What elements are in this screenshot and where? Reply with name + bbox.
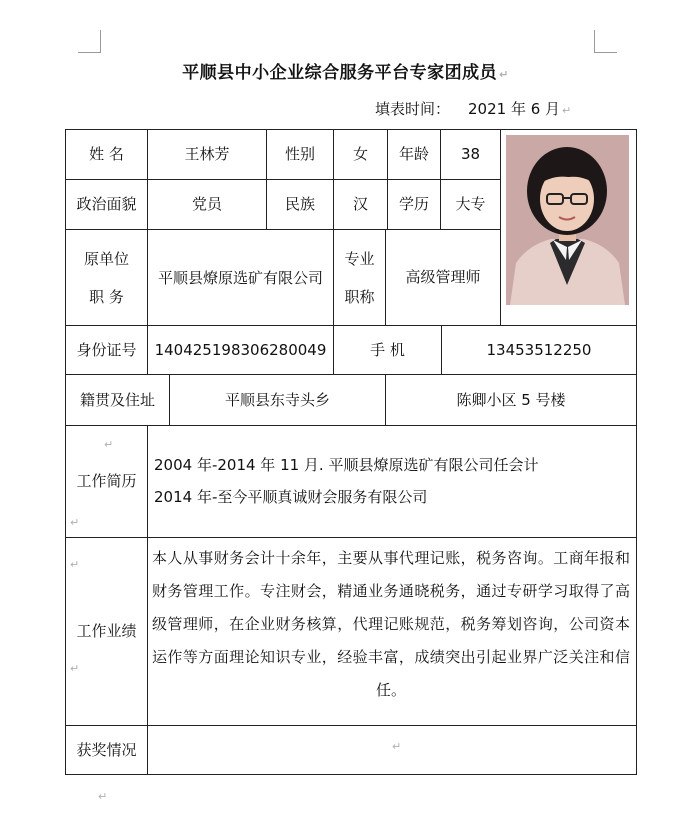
age-label: 年龄 — [398, 145, 429, 164]
unit-label-line1: 原单位 — [83, 249, 129, 268]
unit-label — [66, 230, 147, 325]
name-label: 姓 名 — [89, 145, 124, 164]
phone-label: 手 机 — [370, 340, 405, 359]
fill-date-label: 填表时间： — [375, 100, 451, 118]
education-value: 大专 — [455, 195, 486, 214]
resume-content — [154, 449, 624, 513]
political-label: 政治面貌 — [76, 195, 137, 214]
ethnicity-label: 民族 — [284, 195, 315, 214]
ethnicity-value: 汉 — [352, 195, 368, 214]
gender-value: 女 — [352, 145, 368, 164]
specialty-label-line1: 专业 — [344, 249, 375, 268]
document-title: 平顺县中小企业综合服务平台专家团成员 ↵ — [182, 63, 509, 83]
name-value: 王林芳 — [184, 145, 230, 164]
achievement-content: 本人从事财务会计十余年，主要从事代理记账，税务咨询。工商年报和财务管理工作。专注财会，精通业务通晓税务，通过专研学习取得了高级管理师，在企业财务核算，代理记账规范，税务筹划咨询，公司资本运作等方面理论知识专业，经验丰富，成绩突出引起业界广泛关注和信任。 — [152, 549, 630, 699]
phone-value: 13453512250 — [486, 340, 592, 359]
fill-date-value: 2021 年 6 月 — [468, 100, 561, 118]
specialty-value: 高级管理师 — [405, 268, 481, 287]
age-value: 38 — [460, 145, 481, 164]
fill-date: 填表时间： 2021 年 6 月 ↵ — [375, 100, 572, 118]
specialty-label — [334, 230, 385, 325]
portrait-photo — [506, 135, 629, 305]
address-value-2: 陈卿小区 5 号楼 — [456, 390, 566, 409]
specialty-label-line2: 职称 — [344, 287, 375, 306]
gender-label: 性别 — [284, 145, 315, 164]
unit-value: 平顺县燎原选矿有限公司 — [157, 268, 323, 287]
achievement-label: 工作业绩 — [76, 622, 137, 641]
unit-label-line2: 职 务 — [89, 287, 124, 306]
resume-line: 2004 年-2014 年 11 月. 平顺县燎原选矿有限公司任会计 — [154, 456, 539, 474]
resume-line: 2014 年-至今平顺真诚财会服务有限公司 — [154, 488, 428, 506]
resume-label: 工作简历 — [76, 472, 137, 491]
id-value: 140425198306280049 — [154, 340, 327, 359]
document-title-text: 平顺县中小企业综合服务平台专家团成员 — [182, 63, 498, 83]
portrait-photo-icon — [506, 135, 629, 305]
id-label: 身份证号 — [76, 340, 137, 359]
address-label: 籍贯及住址 — [79, 390, 155, 409]
awards-label: 获奖情况 — [76, 740, 137, 759]
education-label: 学历 — [398, 195, 429, 214]
political-value: 党员 — [191, 195, 222, 214]
address-value-1: 平顺县东寺头乡 — [224, 390, 330, 409]
